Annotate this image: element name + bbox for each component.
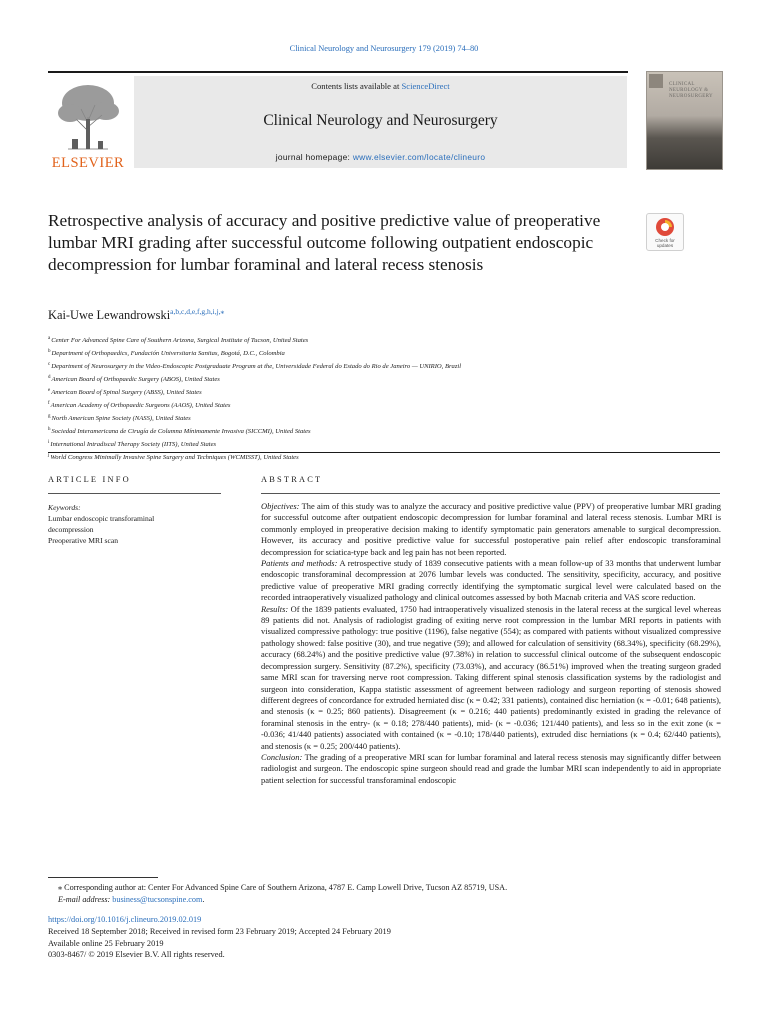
affiliation-mark: d	[48, 374, 51, 380]
tree-icon	[48, 79, 128, 153]
contents-prefix: Contents lists available at	[311, 81, 402, 91]
keyword-item: decompression	[48, 525, 94, 534]
affiliation-text: North American Spine Society (NASS), United States	[51, 414, 191, 422]
affiliation-item	[48, 386, 728, 399]
article-info-divider	[48, 493, 221, 494]
homepage-prefix: journal homepage:	[275, 152, 353, 162]
abstract-results	[261, 604, 721, 752]
sciencedirect-link[interactable]: ScienceDirect	[401, 81, 450, 91]
email-line	[48, 894, 728, 906]
objectives-text: The aim of this study was to analyze the accuracy and positive predictive value (PPV) of preoperative lumbar MRI grading for successful outcome after outpatient endoscopic decompression for lumbar foraminal and lateral recess stenosis. Lumbar MRI is commonly employed in preoperative decision making to identify symptomatic pain generators amenable to surgical decompression. However, its accuracy and positive predictive value for successful postoperative pain relief after endoscopic transforaminal decompression for sciatica-type back and leg pain has not been reported.	[261, 501, 721, 557]
affiliation-item	[48, 347, 728, 360]
affiliation-item	[48, 360, 728, 373]
journal-citation[interactable]: Clinical Neurology and Neurosurgery 179 (2019) 74–80	[289, 44, 479, 53]
abstract-conclusion	[261, 752, 721, 786]
journal-header-box	[134, 76, 627, 168]
keyword-item: Lumbar endoscopic transforaminal	[48, 514, 155, 523]
methods-text: A retrospective study of 1839 consecutive patients with a mean follow-up of 33 months that underwent lumbar endoscopic transforaminal decompression at 2076 lumbar levels was conducted. The sensitivity, specificity, accuracy, and positive predictive value of preoperative MRI grading correctly identifying the symptomatic surgical level were calculated based on the recorded intraoperatively visualized pathology and clinical outcomes assessed by both Macnab criteria and VAS score reduction.	[261, 558, 721, 603]
affiliation-text: Sociedad Interamericana de Cirugía de Columna Mínimamente Invasiva (SICCMI), United States	[51, 427, 311, 435]
check-updates-label: Check for updates	[655, 238, 675, 248]
conclusion-label: Conclusion:	[261, 751, 303, 762]
affiliation-mark: i	[48, 439, 50, 445]
affiliation-mark: e	[48, 387, 51, 393]
affiliation-mark: b	[48, 348, 51, 354]
affiliation-text: World Congress Minimally Invasive Spine Surgery and Techniques (WCMISST), United States	[50, 453, 299, 461]
journal-title: Clinical Neurology and Neurosurgery	[263, 112, 498, 129]
affiliation-item	[48, 373, 728, 386]
cover-title: CLINICAL NEUROLOGY & NEUROSURGERY	[669, 82, 713, 99]
homepage-line	[134, 152, 627, 162]
affiliation-text: Center For Advanced Spine Care of Southern Arizona, Surgical Institute of Tucson, United States	[51, 337, 309, 344]
affiliation-text: American Board of Orthopaedic Surgery (ABOS), United States	[51, 375, 220, 383]
email-label: E-mail address:	[58, 895, 111, 905]
affiliation-item	[48, 438, 728, 451]
affiliation-text: International Intradiscal Therapy Society (IITS), United States	[50, 440, 217, 448]
abstract-objectives	[261, 501, 721, 558]
journal-header	[48, 71, 628, 171]
keyword-item: Preoperative MRI scan	[48, 536, 119, 545]
abstract-heading: ABSTRACT	[261, 475, 323, 484]
results-text: Of the 1839 patients evaluated, 1750 had intraoperatively visualized stenosis in the lateral recess at the surgical level whereas 89 patients did not. Analysis of radiologist grading of exiting nerve root compression in the lumbar MRI reports in patients with visualized compressive pathology: true positive (1196), false negative (554); as compared with patients without visualized compressive pathology showed: false positive (30), and true negative (59); and allowed for calculation of sensitivity (68.34%), specificity (68.29%), accuracy (68.24%) and the positive predictive value (97.38%) in relation to successful clinical outcome of the subsequent endoscopic decompression surgery. Sensitivity (87.2%), specificity (73.03%), and accuracy (86.51%) improved when the treating surgeon graded same MRI scan for traversing nerve root compression. Taking different spinal stenosis classification systems by the radiologist and surgeon into consideration, Kappa statistic assessment of agreement between radiology and surgeon reporting of stenosis showed different degrees of concordance for extruded herniated disc (κ = 0.42; 331 patients), contained disc herniation (κ = -0.01; 648 patients), and stenosis (κ = 0.25; 860 patients). Disagreement (κ = 0.216; 440 patients) predominantly existed in grading the relevance of foraminal stenosis in the entry- (κ = 0.18; 278/440 patients), mid- (κ = -0.036; 121/440 patients), and less so in the exit zone (κ = -0.036; 41/440 patients) associated with contained (κ = -0.10; 178/440 patients), extruded disc herniations (κ = 0.4; 62/440 patients), and stenosis (κ = 0.25; 200/440 patients).	[261, 603, 722, 751]
affiliation-text: Department of Orthopaedics, Fundación Universitaria Sanitas, Bogotá, D.C., Colombia	[51, 349, 285, 357]
article-info-heading: ARTICLE INFO	[48, 475, 131, 484]
cover-logo-icon	[649, 74, 663, 88]
contents-line	[134, 81, 627, 91]
email-suffix: .	[202, 895, 205, 905]
abstract-body	[261, 501, 721, 786]
publication-info	[48, 914, 728, 961]
section-divider	[48, 452, 720, 453]
homepage-link[interactable]: www.elsevier.com/locate/clineuro	[352, 152, 486, 162]
affiliation-item	[48, 399, 728, 412]
elsevier-wordmark: ELSEVIER	[51, 155, 125, 171]
keywords-label: Keywords:	[48, 503, 81, 512]
author-line	[48, 307, 224, 323]
article-title: Retrospective analysis of accuracy and positive predictive value of preoperative lumbar MRI grading after successful outcome following outpatient endoscopic decompression for lumbar foraminal and lateral recess stenosis	[48, 211, 601, 275]
abstract-methods	[261, 558, 721, 604]
check-updates-icon	[655, 217, 675, 237]
affiliation-mark: c	[48, 361, 51, 367]
keywords-block	[48, 502, 223, 546]
elsevier-logo[interactable]	[48, 79, 128, 171]
journal-cover[interactable]	[646, 71, 723, 170]
conclusion-text: The grading of a preoperative MRI scan for lumbar foraminal and lateral recess stenosis may significantly differ between radiologist and surgeon. The endoscopic spine surgeon should read and grade the lumbar MRI scan independently to aid in appropriate patient selection for successful transforaminal endoscopic	[261, 751, 721, 785]
affiliation-mark: g	[48, 413, 51, 419]
author-affiliation-marks[interactable]: a,b,c,d,e,f,g,h,i,j,⁎	[170, 307, 225, 316]
affiliation-mark: h	[48, 426, 51, 432]
email-link[interactable]: business@tucsonspine.com	[112, 895, 203, 905]
doi-link[interactable]: https://doi.org/10.1016/j.clineuro.2019.02.019	[48, 915, 202, 924]
affiliation-item	[48, 412, 728, 425]
methods-label: Patients and methods:	[261, 558, 338, 569]
affiliation-text: American Board of Spinal Surgery (ABSS), United States	[51, 388, 202, 396]
author-name: Kai-Uwe Lewandrowski	[48, 308, 171, 322]
footnote-mark: ⁎	[58, 883, 63, 892]
affiliation-item	[48, 334, 728, 347]
affiliations-list	[48, 334, 728, 464]
affiliation-mark: j	[48, 452, 50, 458]
corresponding-text: Corresponding author at: Center For Advanced Spine Care of Southern Arizona, 4787 E. Camp Lowell Drive, Tucson AZ 85719, USA.	[64, 883, 508, 892]
copyright-line: 0303-8467/ © 2019 Elsevier B.V. All rights reserved.	[48, 950, 225, 960]
affiliation-mark: f	[48, 400, 50, 406]
footnote-divider	[48, 877, 158, 878]
corresponding-author	[48, 882, 728, 894]
abstract-divider	[261, 493, 720, 494]
affiliation-text: American Academy of Orthopaedic Surgeons (AAOS), United States	[50, 401, 231, 409]
objectives-label: Objectives:	[261, 501, 300, 511]
available-online: Available online 25 February 2019	[48, 938, 164, 948]
received-dates: Received 18 September 2018; Received in revised form 23 February 2019; Accepted 24 February 2019	[48, 926, 391, 936]
corresponding-footnote	[48, 882, 728, 907]
affiliation-text: Department of Neurosurgery in the Video-Endoscopic Postgraduate Program at the, Universidade Federal do Estado do Rio de Janeiro — UNIRIO, Brazil	[51, 362, 462, 370]
check-for-updates-button[interactable]	[646, 213, 684, 251]
affiliation-item	[48, 425, 728, 438]
affiliation-mark: a	[48, 336, 51, 341]
results-label: Results:	[261, 603, 289, 614]
